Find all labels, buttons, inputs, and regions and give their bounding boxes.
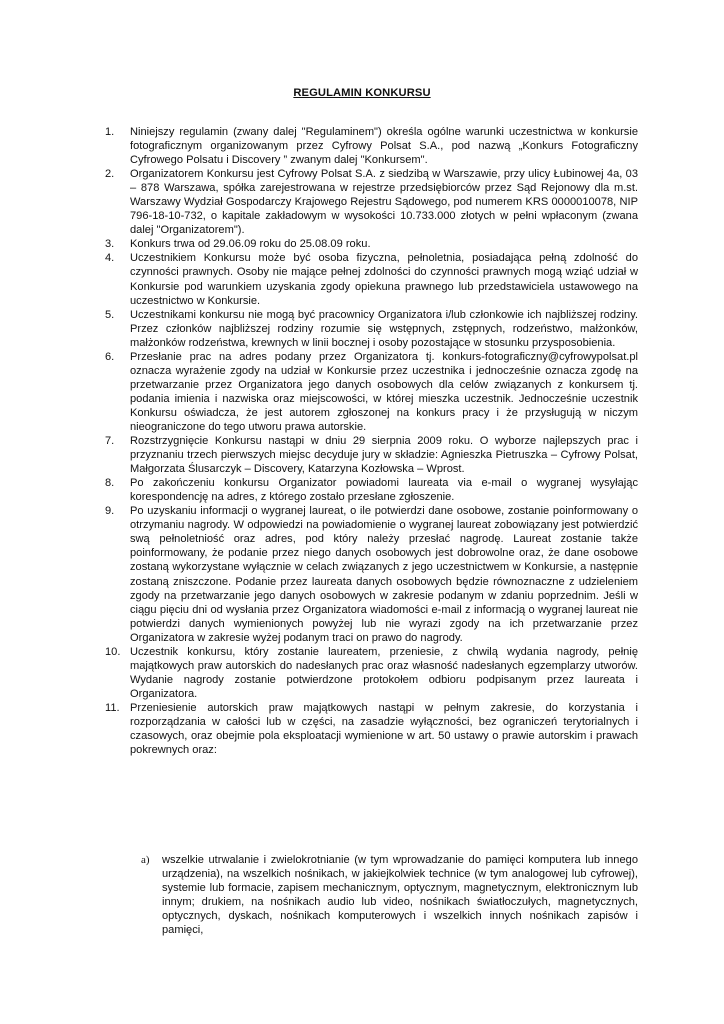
rule-number: 4. [105,252,115,265]
rule-number: 1. [105,126,115,138]
rule-text: Organizatorem Konkursu jest Cyfrowy Polsat S.A. z siedzibą w Warszawie, przy ulicy Łubinowej 4a, 03 – 878 Warszawa, spółka zarejestrowana w rejestrze przedsiębiorców przez Sąd Rejonowy dla m.st. Warszawy Wydział Gospodarczy Krajowego Rejestru Sądowego, pod numerem KRS 0000010078, NIP 796-18-10-732, o kapitale zakładowym w wysokości 10.733.000 złotych w pełni wpłaconym (zwana dalej "Organizatorem"). [130,168,638,237]
rule-text: Uczestnik konkursu, który zostanie laureatem, przeniesie, z chwilą wydania nagrody, pełnię majątkowych praw autorskich do nadesłanych prac oraz własność nadesłanych egzemplarzy utworów. Wydanie nagrody zostanie potwierdzone protokołem odbioru podpisanym przez laureata i Organizatora. [130,645,638,700]
rule-text: Przeniesienie autorskich praw majątkowych nastąpi w pełnym zakresie, do korzystania i rozporządzania w całości lub w części, na zasadzie wyłączności, bez ograniczeń terytorialnych i czasowych, oraz obejmie pola eksploatacji wymienione w art. 50 ustawy o prawie autorskim i prawach pokrewnych oraz: [130,701,638,757]
rule-text: Niniejszy regulamin (zwany dalej "Regulaminem") określa ogólne warunki uczestnictwa w konkursie fotograficznym organizowanym przez Cyfrowy Polsat S.A., pod nazwą „Konkurs Fotograficzny Cyfrowego Polsatu i Discovery ” zwanym dalej "Konkursem". [130,126,638,167]
rule-item [105,308,638,350]
rule-text: Uczestnikami konkursu nie mogą być pracownicy Organizatora i/lub członkowie ich najbliższej rodziny. Przez członków najbliższej rodziny rozumie się wstępnych, zstępnych, rodzeństwo, małżonków, małżonków rodzeństwa, krewnych w linii bocznej i osoby pozostające w stosunku przysposobienia. [130,308,638,349]
rule-item [105,125,638,167]
rule-item [105,434,638,476]
rule-text: Uczestnikiem Konkursu może być osoba fizyczna, pełnoletnia, posiadająca pełną zdolność do czynności prawnych. Osoby nie mające pełnej zdolności do czynności prawnych mogą wziąć udział w Konkursie pod warunkiem uzyskania zgody opiekuna prawnego lub przedstawiciela ustawowego na uczestnictwo w Konkursie. [130,252,638,307]
rule-number: 5. [105,308,115,321]
rule-item [105,504,638,644]
document-title: REGULAMIN KONKURSU [293,87,431,99]
rule-number: 11. [105,701,120,714]
rule-text: Po uzyskaniu informacji o wygranej laureat, o ile potwierdzi dane osobowe, zostanie poinformowany o otrzymaniu nagrody. W odpowiedzi na powiadomienie o wygranej laureat zobowiązany jest potwierdzić swą pełnoletniość oraz adres, pod który należy przesłać nagrodę. Laureat zostanie także poinformowany, że podanie przez niego danych osobowych jest dobrowolne oraz, że dane osobowe zostaną wykorzystane wyłącznie w celach związanych z jego uczestnictwem w Konkursie, a następnie zostaną zniszczone. Podanie przez laureata danych osobowych będzie równoznaczne z udzieleniem zgody na przetwarzanie jego danych osobowych w zakresie podanym w zdaniu poprzednim. Jeśli w ciągu pięciu dni od wysłania przez Organizatora wiadomości e-mail z informacją o wygranej laureat nie potwierdzi danych wymienionych powyżej lub nie wyrazi zgody na ich przetwarzanie przez Organizatora w zakresie wyżej podanym traci on prawo do nagrody. [130,505,638,644]
rule-text: Przesłanie prac na adres podany przez Organizatora tj. konkurs-fotograficzny@cyfrowypolsat.pl oznacza wyrażenie zgody na udział w Konkursie przez uczestnika i jednocześnie oznacza zgodę na przetwarzanie przez Organizatora jego danych osobowych dla celów związanych z konkursem tj. podania imienia i nazwiska oraz miejscowości, w której mieszka uczestnik. Jednocześnie uczestnik Konkursu oświadcza, że jest autorem zgłoszonej na konkurs pracy i że przysługują w niczym nieograniczone do tego utworu prawa autorskie. [130,350,638,433]
rule-text: Konkurs trwa od 29.06.09 roku do 25.08.09 roku. [130,238,371,251]
rule-number: 3. [105,238,115,251]
rule-number: 6. [105,350,115,363]
rule-text: Po zakończeniu konkursu Organizator powiadomi laureata via e-mail o wygranej wysyłając korespondencję na adres, z którego zostało przesłane zgłoszenie. [130,477,638,504]
rule-item [105,251,638,307]
sublist [141,853,638,937]
rule-item [105,701,638,757]
rule-item [105,645,638,701]
rule-number: 8. [105,477,115,490]
rule-item [105,350,638,434]
rule-item [105,476,638,504]
rule-number: 10. [105,645,121,658]
rule-text: Rozstrzygnięcie Konkursu nastąpi w dniu 29 sierpnia 2009 roku. O wyborze najlepszych prac i przyznaniu trzech pierwszych miejsc decyduje jury w składzie: Agnieszka Pietruszka – Cyfrowy Polsat, Małgorzata Ślusarczyk – Discovery, Katarzyna Kozłowska – Wprost. [130,435,638,476]
rules-list [105,125,638,757]
rule-number: 2. [105,168,115,181]
rule-item [105,237,638,251]
rule-number: 9. [105,505,115,518]
rule-item [105,167,638,237]
subitem-letter: a) [141,854,150,866]
rule-number: 7. [105,435,115,448]
sublist-item [141,853,638,937]
subitem-text: wszelkie utrwalanie i zwielokrotnianie (w tym wprowadzanie do pamięci komputera lub innego urządzenia), na wszelkich nośnikach, w jakiejkolwiek technice (w tym analogowej lub cyfrowej), systemie lub formacie, zapisem mechanicznym, optycznym, magnetycznym, elektronicznym lub innym; drukiem, na nośnikach audio lub video, nośnikach światłoczułych, magnetycznych, optycznych, dyskach, nośnikach komputerowych i wszelkich innych nośnikach zapisów i pamięci, [162,854,638,937]
